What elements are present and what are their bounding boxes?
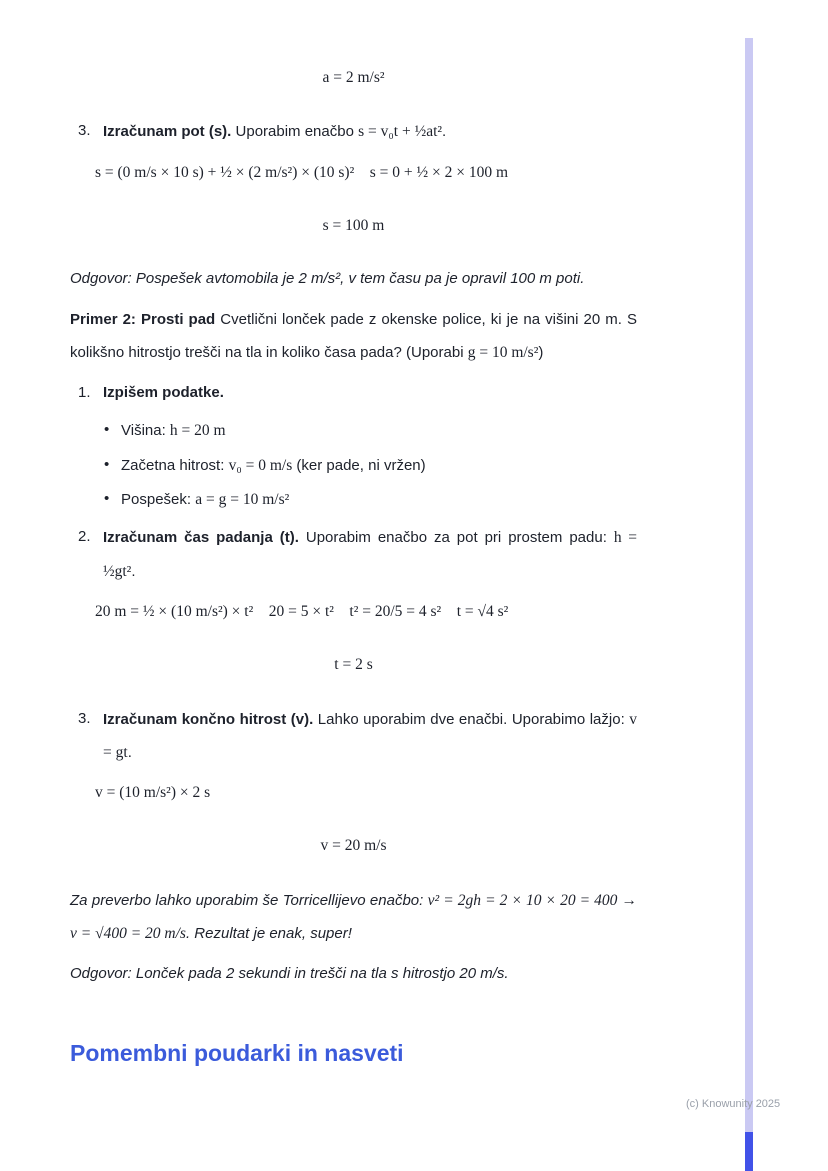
primer2-intro	[70, 304, 637, 370]
step-text-period: .	[131, 562, 136, 580]
primer2-intro-text: Cvetlični lonček pade z okenske police, ki je na višini 20 m. S kolikšno hitrostjo trešči na tla in koliko časa pada? (Uporabi	[70, 310, 637, 361]
step-item-data	[70, 377, 637, 409]
inline-math-freefall-formula: h = ½gt²	[103, 529, 637, 580]
section-heading: Pomembni poudarki in nasveti	[70, 1039, 404, 1066]
step-text: Uporabim enačbo za pot pri prostem padu:	[298, 529, 614, 547]
step-text: Lahko uporabim dve enačbi. Uporabimo lažjo:	[313, 710, 630, 728]
data-item-text	[121, 483, 289, 516]
equation-time-result: t = 2 s	[334, 656, 373, 674]
inline-math-torricelli: v² = 2gh = 2 × 10 × 20 = 400 → v = √400 = 20 m/s	[70, 891, 638, 943]
data-item-note: (ker pade, ni vržen)	[292, 456, 426, 474]
step-body	[103, 377, 637, 409]
data-item-height	[104, 414, 637, 447]
document-content	[70, 0, 637, 1069]
step-item-path	[70, 115, 637, 148]
torricelli-check	[70, 884, 637, 951]
footer-copyright: (c) Knowunity 2025	[686, 1098, 781, 1110]
inline-math-height: h = 20 m	[169, 422, 226, 440]
data-item-initial-velocity	[104, 449, 637, 482]
equation-time-work: 20 m = ½ × (10 m/s²) × t² 20 = 5 × t² t² = 20/5 = 4 s² t = √4 s²	[95, 602, 509, 620]
step-title: Izračunam končno hitrost (v).	[103, 710, 314, 728]
primer2-title: Primer 2: Prosti pad	[70, 310, 216, 328]
step-item-final-velocity	[70, 703, 637, 770]
check-text-after: . Rezultat je enak, super!	[185, 925, 352, 943]
step-title: Izračunam pot (s).	[103, 123, 232, 141]
step-text: Uporabim enačbo	[231, 123, 359, 141]
inline-math-initial-velocity: v₀ = 0 m/s	[228, 456, 293, 474]
step-body	[103, 521, 637, 588]
step-text-period: .	[127, 743, 132, 761]
list-number: 3.	[78, 709, 91, 727]
step-body	[103, 703, 637, 770]
equation-path-work: s = (0 m/s × 10 s) + ½ × (2 m/s²) × (10 s)² s = 0 + ½ × 2 × 100 m	[95, 163, 509, 181]
equation-acceleration-result: a = 2 m/s²	[322, 69, 385, 86]
data-list	[70, 413, 637, 517]
data-item-label: Pospešek:	[121, 490, 196, 508]
equation-path-result: s = 100 m	[322, 216, 385, 234]
data-item-acceleration	[104, 483, 637, 516]
equation-velocity-result: v = 20 m/s	[320, 837, 387, 855]
inline-math-gravity: g = 10 m/s²	[467, 343, 539, 361]
list-number: 1.	[78, 384, 91, 402]
check-text-before: Za preverbo lahko uporabim še Torricellijevo enačbo:	[70, 891, 428, 909]
answer-primer1: Odgovor: Pospešek avtomobila je 2 m/s², v tem času pa je opravil 100 m poti.	[70, 270, 585, 288]
answer-primer2: Odgovor: Lonček pada 2 sekundi in trešči na tla s hitrostjo 20 m/s.	[70, 965, 509, 983]
bullet-icon: •	[104, 421, 110, 439]
data-item-label: Višina:	[121, 422, 170, 440]
data-item-text	[121, 449, 426, 482]
step-text-period: .	[442, 123, 447, 141]
bullet-icon: •	[104, 489, 110, 507]
scrollbar-thumb[interactable]	[745, 1132, 753, 1171]
list-number: 2.	[78, 528, 91, 546]
data-item-text	[121, 414, 226, 447]
inline-math-path-formula: s = v₀t + ½at²	[358, 123, 443, 141]
step-body	[103, 115, 637, 148]
bullet-icon: •	[104, 455, 110, 473]
data-item-label: Začetna hitrost:	[121, 456, 229, 474]
primer2-intro-end: )	[538, 343, 544, 361]
step-title: Izračunam čas padanja (t).	[103, 529, 299, 547]
inline-math-velocity-formula: v = gt	[103, 710, 638, 761]
list-number: 3.	[78, 122, 91, 140]
step-item-time	[70, 521, 637, 588]
equation-velocity-work: v = (10 m/s²) × 2 s	[95, 784, 211, 802]
scrollbar-track[interactable]	[745, 38, 753, 1171]
inline-math-acceleration: a = g = 10 m/s²	[195, 490, 290, 508]
step-title: Izpišem podatke.	[103, 384, 224, 402]
